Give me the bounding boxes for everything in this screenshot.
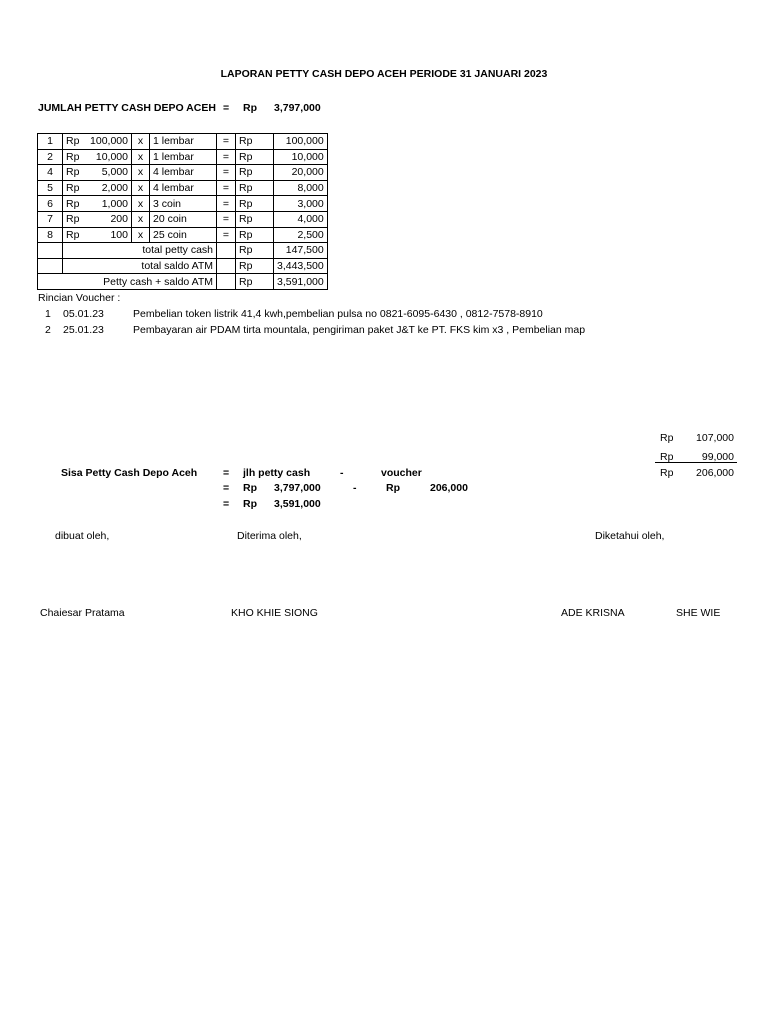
nominal-currency: Rp	[66, 182, 80, 195]
sisa-line1-b: voucher	[381, 467, 422, 479]
total-currency: Rp	[236, 165, 274, 181]
diketahui-oleh: Diketahui oleh,	[595, 530, 665, 542]
voucher-date: 05.01.23	[63, 308, 104, 320]
row-number: 4	[38, 165, 63, 181]
sisa-line2-a: 3,797,000	[274, 482, 321, 494]
nominal-currency: Rp	[66, 166, 80, 179]
side-calc-cur-2: Rp	[660, 451, 674, 463]
nominal-currency: Rp	[66, 197, 80, 210]
multiply-sign: x	[132, 165, 150, 181]
nominal-value: 5,000	[101, 166, 128, 179]
nominal-cell	[63, 180, 132, 196]
denomination-row	[38, 227, 328, 243]
sisa-line2-b: 206,000	[430, 482, 468, 494]
total-value: 100,000	[274, 134, 328, 150]
signer-name-3: ADE KRISNA	[561, 607, 625, 619]
denomination-row	[38, 196, 328, 212]
nominal-value: 2,000	[101, 182, 128, 195]
summary-value: 147,500	[274, 243, 328, 259]
nominal-cell	[63, 211, 132, 227]
equals-sign: =	[217, 211, 236, 227]
nominal-value: 100	[110, 228, 128, 241]
voucher-description: Pembelian token listrik 41,4 kwh,pembelian pulsa no 0821-6095-6430 , 0812-7578-8910	[133, 308, 543, 320]
total-currency: Rp	[236, 227, 274, 243]
quantity-cell: 1 lembar	[150, 149, 217, 165]
equals-sign: =	[217, 196, 236, 212]
total-value: 10,000	[274, 149, 328, 165]
row-number: 7	[38, 211, 63, 227]
total-value: 20,000	[274, 165, 328, 181]
nominal-cell	[63, 165, 132, 181]
nominal-currency: Rp	[66, 135, 80, 148]
summary-currency: Rp	[236, 274, 274, 290]
multiply-sign: x	[132, 134, 150, 150]
empty-cell	[38, 243, 63, 259]
total-currency: Rp	[236, 211, 274, 227]
total-value: 3,000	[274, 196, 328, 212]
side-calc-cur-3: Rp	[660, 467, 674, 479]
side-calc-underline	[655, 462, 737, 463]
total-currency: Rp	[236, 180, 274, 196]
sisa-line2-cur: Rp	[243, 482, 257, 494]
total-value: 8,000	[274, 180, 328, 196]
quantity-cell: 1 lembar	[150, 134, 217, 150]
denomination-row	[38, 134, 328, 150]
summary-row	[38, 258, 328, 274]
denomination-row	[38, 211, 328, 227]
summary-label: total saldo ATM	[63, 258, 217, 274]
side-calc-value-3: 206,000	[696, 467, 734, 479]
nominal-value: 200	[110, 213, 128, 226]
multiply-sign: x	[132, 211, 150, 227]
empty-cell	[217, 274, 236, 290]
nominal-cell	[63, 149, 132, 165]
sisa-line2-op: -	[353, 482, 357, 494]
nominal-value: 100,000	[90, 135, 128, 148]
row-number: 8	[38, 227, 63, 243]
sisa-label: Sisa Petty Cash Depo Aceh	[61, 467, 198, 479]
sisa-line3-a: 3,591,000	[274, 498, 321, 510]
side-calc-cur-1: Rp	[660, 432, 674, 444]
quantity-cell: 4 lembar	[150, 180, 217, 196]
nominal-currency: Rp	[66, 228, 80, 241]
row-number: 1	[38, 134, 63, 150]
denomination-row	[38, 180, 328, 196]
sisa-line1-eq: =	[223, 467, 230, 479]
total-currency: Rp	[236, 134, 274, 150]
empty-cell	[217, 258, 236, 274]
denomination-row	[38, 149, 328, 165]
multiply-sign: x	[132, 149, 150, 165]
signer-name-2: KHO KHIE SIONG	[231, 607, 318, 619]
voucher-number: 1	[45, 308, 51, 320]
equals-sign: =	[217, 134, 236, 150]
denomination-row	[38, 165, 328, 181]
voucher-heading: Rincian Voucher :	[38, 292, 121, 304]
multiply-sign: x	[132, 180, 150, 196]
nominal-currency: Rp	[66, 213, 80, 226]
total-currency: Rp	[236, 196, 274, 212]
row-number: 6	[38, 196, 63, 212]
quantity-cell: 4 lembar	[150, 165, 217, 181]
cash-denomination-table	[37, 133, 328, 290]
summary-currency: Rp	[236, 243, 274, 259]
total-currency: Rp	[236, 149, 274, 165]
jumlah-value: 3,797,000	[274, 102, 321, 114]
signer-name-1: Chaiesar Pratama	[40, 607, 125, 619]
row-number: 2	[38, 149, 63, 165]
equals-sign: =	[217, 227, 236, 243]
summary-row	[38, 274, 328, 290]
voucher-date: 25.01.23	[63, 324, 104, 336]
summary-label: Petty cash + saldo ATM	[38, 274, 217, 290]
voucher-description: Pembayaran air PDAM tirta mountala, pengiriman paket J&T ke PT. FKS kim x3 , Pembelian map	[133, 324, 586, 336]
signer-name-4: SHE WIE	[676, 607, 721, 619]
total-value: 2,500	[274, 227, 328, 243]
multiply-sign: x	[132, 227, 150, 243]
sisa-line3-cur: Rp	[243, 498, 257, 510]
nominal-cell	[63, 227, 132, 243]
quantity-cell: 3 coin	[150, 196, 217, 212]
summary-currency: Rp	[236, 258, 274, 274]
jumlah-currency: Rp	[243, 102, 257, 114]
empty-cell	[38, 258, 63, 274]
diterima-oleh: Diterima oleh,	[237, 530, 302, 542]
nominal-cell	[63, 134, 132, 150]
sisa-line1-a: jlh petty cash	[243, 467, 311, 479]
total-value: 4,000	[274, 211, 328, 227]
summary-row	[38, 243, 328, 259]
summary-value: 3,443,500	[274, 258, 328, 274]
jumlah-eq: =	[223, 102, 230, 114]
sisa-line2-cur2: Rp	[386, 482, 400, 494]
side-calc-value-1: 107,000	[696, 432, 734, 444]
summary-label: total petty cash	[63, 243, 217, 259]
report-title: LAPORAN PETTY CASH DEPO ACEH PERIODE 31 JANUARI 2023	[220, 68, 548, 80]
quantity-cell: 20 coin	[150, 211, 217, 227]
multiply-sign: x	[132, 196, 150, 212]
sisa-line1-op: -	[340, 467, 344, 479]
nominal-value: 10,000	[95, 150, 128, 163]
equals-sign: =	[217, 180, 236, 196]
nominal-cell	[63, 196, 132, 212]
jumlah-label: JUMLAH PETTY CASH DEPO ACEH	[38, 102, 216, 114]
row-number: 5	[38, 180, 63, 196]
nominal-currency: Rp	[66, 150, 80, 163]
empty-cell	[217, 243, 236, 259]
sisa-line3-eq: =	[223, 498, 230, 510]
equals-sign: =	[217, 149, 236, 165]
equals-sign: =	[217, 165, 236, 181]
summary-value: 3,591,000	[274, 274, 328, 290]
dibuat-oleh: dibuat oleh,	[55, 530, 110, 542]
side-calc-value-2: 99,000	[701, 451, 734, 463]
nominal-value: 1,000	[101, 197, 128, 210]
sisa-line2-eq: =	[223, 482, 230, 494]
voucher-number: 2	[45, 324, 51, 336]
quantity-cell: 25 coin	[150, 227, 217, 243]
